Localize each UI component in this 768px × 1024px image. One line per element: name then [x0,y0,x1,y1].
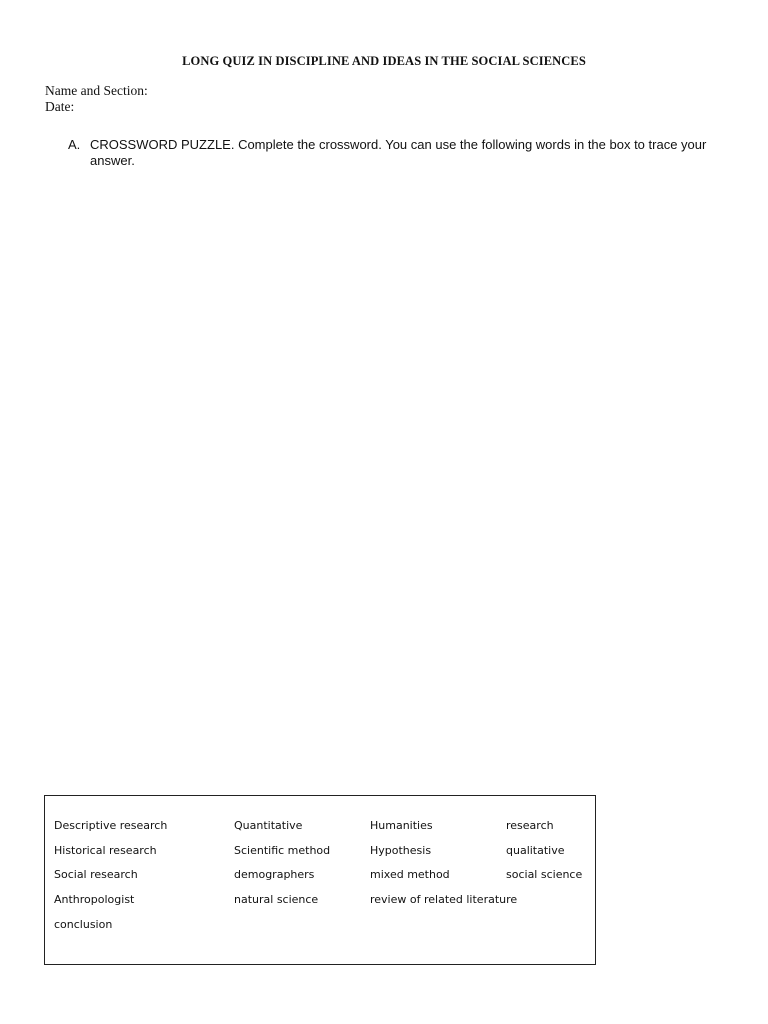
word-bank-item: qualitative [506,844,565,857]
name-section-label: Name and Section: [45,83,148,98]
word-bank-item: natural science [234,893,319,906]
section-a-instructions [68,137,728,169]
section-a-text: CROSSWORD PUZZLE. Complete the crossword. You can use the following words in the box to trace your answer. [90,137,707,168]
word-bank-item: Scientific method [234,844,331,857]
word-bank-item: social science [506,868,583,881]
section-a-marker: A. [68,137,81,152]
date-label: Date: [45,99,75,114]
word-bank-item: Quantitative [234,819,303,832]
word-bank-item: Descriptive research [54,819,168,832]
word-bank-item: Hypothesis [370,844,432,857]
word-bank-item: Humanities [370,819,433,832]
word-bank-item: mixed method [370,868,450,881]
word-bank-item: review of related literature [370,893,518,906]
word-bank-item: demographers [234,868,315,881]
word-bank-item: Social research [54,868,138,881]
word-bank-item: Historical research [54,844,157,857]
word-bank-item: research [506,819,554,832]
page-title: LONG QUIZ IN DISCIPLINE AND IDEAS IN THE SOCIAL SCIENCES [182,54,586,68]
word-bank-box [44,795,596,965]
word-bank-item: Anthropologist [54,893,135,906]
word-bank-item: conclusion [54,918,113,931]
